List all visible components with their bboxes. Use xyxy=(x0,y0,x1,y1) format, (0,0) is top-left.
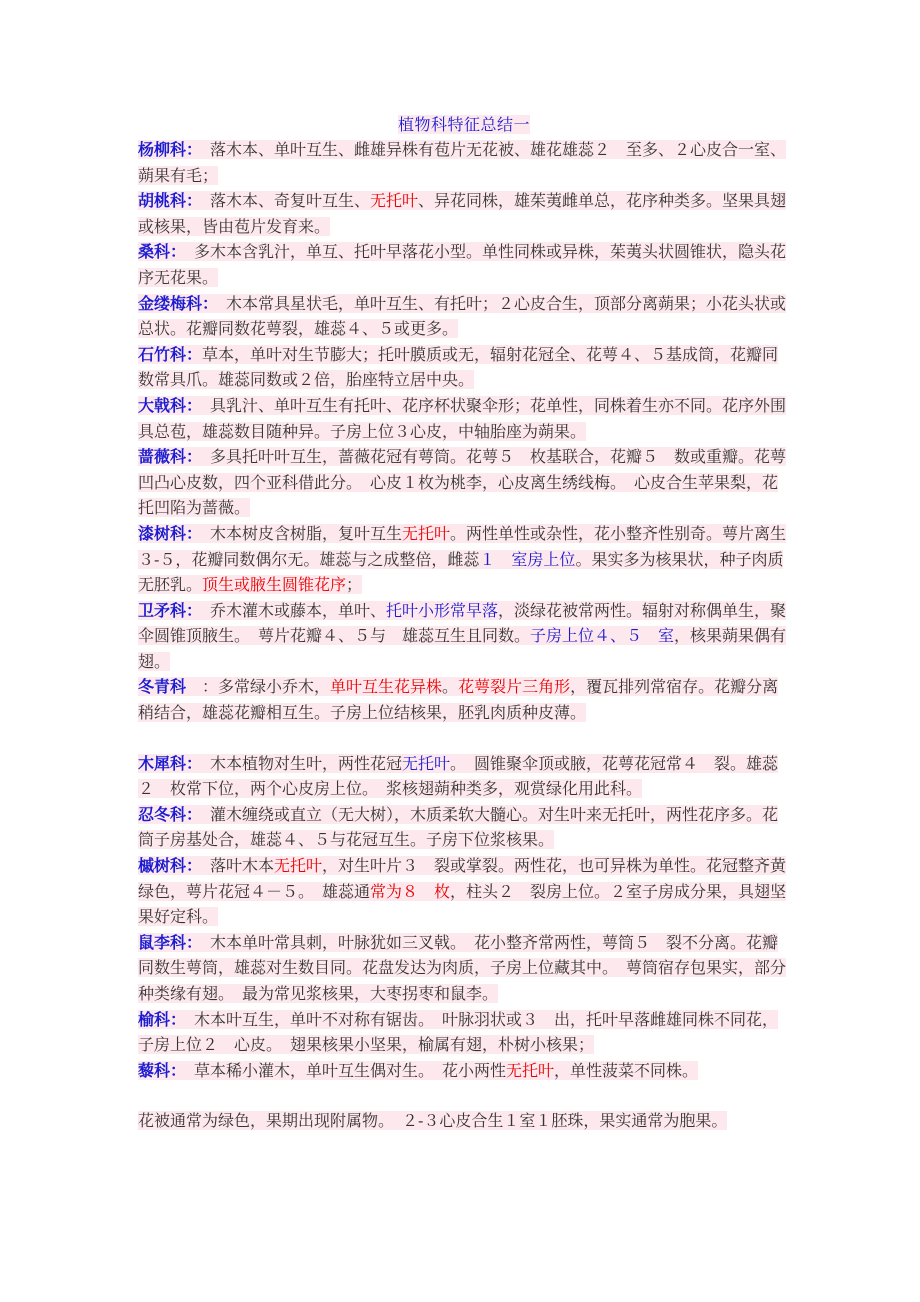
description-text: 草本稀小灌木，单叶互生偶对生。 花小两性 xyxy=(178,1060,507,1080)
family-entry xyxy=(138,802,790,853)
description-text: 。 圆锥聚伞顶或腋，花萼花冠常４ 裂。雄蕊２ 枚常下位，两个心皮房上位。 浆核翅蒴种类多，观赏绿化用此科。 xyxy=(138,753,779,799)
family-entry xyxy=(138,137,790,188)
family-name: 卫矛科： xyxy=(138,600,195,620)
highlighted-text: 托叶小形常早落 xyxy=(386,600,499,620)
family-entry xyxy=(138,751,790,802)
highlighted-text: 常为８ 枚 xyxy=(370,881,451,901)
description-text: 。 xyxy=(442,677,459,697)
highlighted-text: 花萼裂片三角形 xyxy=(458,677,571,697)
description-text: 。果实多为核果状，种子肉质无胚乳。 xyxy=(138,549,784,595)
family-entry xyxy=(138,239,790,290)
description-text: ； xyxy=(346,575,363,595)
family-name: 鼠李科： xyxy=(138,932,195,952)
description-text: 多具托叶叶互生，蔷薇花冠有萼筒。花萼５ 枚基联合，花瓣５ 数或重瓣。花萼凹凸心皮数，四个亚科借此分。 心皮１枚为桃李，心皮离生绣线梅。 心皮合生苹果梨，花托凹陷为蔷薇。 xyxy=(138,447,787,518)
description-text: 草本，单叶对生节膨大；托叶膜质或无，辐射花冠全、花萼４、５基成筒，花瓣同数常具爪。雄蕊同数或２倍，胎座特立居中央。 xyxy=(138,344,779,390)
family-name: 石竹科： xyxy=(138,344,203,364)
description-text: ，柱头２ 裂房上位。２室子房成分果，具翅坚果好定科。 xyxy=(138,881,787,927)
family-entry xyxy=(138,853,790,930)
family-entry xyxy=(138,342,790,393)
family-name: 杨柳科： xyxy=(138,140,195,159)
family-entry xyxy=(138,393,790,444)
family-entry xyxy=(138,1108,790,1134)
description-text: 多木本含乳汁，单互、托叶早落花小型。单性同株或异株，茱荑头状圆锥状，隐头花序无花果。 xyxy=(138,242,787,287)
highlighted-text: 无托叶 xyxy=(370,191,419,211)
highlighted-text: 无托叶 xyxy=(506,1060,555,1080)
blank-line xyxy=(138,726,790,751)
description-text: 落木本、奇复叶互生、 xyxy=(194,191,371,211)
family-entry xyxy=(138,598,790,675)
highlighted-text: 无托叶 xyxy=(402,523,451,543)
description-text: 灌木缠绕或直立（无大树），木质柔软大髓心。对生叶来无托叶，两性花序多。花筒子房基处合，雄蕊４、５与花冠互生。子房下位浆核果。 xyxy=(138,804,779,850)
family-entry xyxy=(138,188,790,239)
description-text: 乔木灌木或藤本，单叶、 xyxy=(194,600,387,620)
description-text: 落木本、单叶互生、雌雄异株有苞片无花被、雄花雄蕊２ 至多、２心皮合一室、蒴果有毛； xyxy=(138,140,787,185)
highlighted-text: １ 室房上位 xyxy=(479,549,576,569)
highlighted-text: 单叶互生花异株 xyxy=(330,677,443,697)
family-name: 忍冬科： xyxy=(138,804,195,824)
family-name: 桑科： xyxy=(138,242,179,262)
description-text: ，核果蒴果偶有翅。 xyxy=(138,626,787,671)
description-text: ，对生叶片３ 裂或掌裂。两性花，也可异株为单性。花冠整齐黄绿色，萼片花冠４－５。 雄蕊通 xyxy=(138,856,787,901)
family-name: 冬青科 xyxy=(138,677,203,697)
description-text: 。两性单性或杂性，花小整齐性别奇。萼片离生３-５，花瓣同数偶尔无。雄蕊与之成整倍，雌蕊 xyxy=(138,523,787,569)
page-title: 植物科特征总结一 xyxy=(397,115,530,134)
family-name: 胡桃科： xyxy=(138,191,195,211)
family-name: 漆树科： xyxy=(138,523,195,543)
highlighted-text: 子房上位４、５ 室 xyxy=(530,626,675,646)
description-text: 木本常具星状毛，单叶互生、有托叶；２心皮合生，顶部分离蒴果；小花头状或总状。花瓣同数花萼裂，雄蕊４、５或更多。 xyxy=(138,293,787,339)
family-entry xyxy=(138,1007,790,1058)
description-text: ：多常绿小乔木， xyxy=(202,677,331,697)
description-text: ，单性菠菜不同株。 xyxy=(554,1060,699,1080)
entry-list xyxy=(138,137,790,1134)
description-text: 落叶木本 xyxy=(194,856,275,876)
family-entry xyxy=(138,674,790,725)
document xyxy=(138,114,790,1134)
description-text: 、异花同株，雄茱荑雌单总，花序种类多。坚果具翅或核果，皆由苞片发育来。 xyxy=(138,191,787,236)
family-name: 金缕梅科： xyxy=(138,293,211,313)
highlighted-text: 顶生或腋生圆锥花序 xyxy=(202,575,347,595)
family-entry xyxy=(138,291,790,342)
family-name: 榆科： xyxy=(138,1009,179,1029)
description-text: 花被通常为绿色，果期出现附属物。 ２-３心皮合生１室１胚珠，果实通常为胞果。 xyxy=(138,1111,728,1131)
family-entry xyxy=(138,930,790,1007)
family-name: 藜科： xyxy=(138,1060,179,1080)
family-name: 大戟科： xyxy=(138,395,195,415)
family-entry xyxy=(138,521,790,598)
family-name: 木犀科： xyxy=(138,753,195,773)
highlighted-text: 无托叶 xyxy=(402,753,451,773)
family-entry xyxy=(138,1058,790,1084)
description-text: 木本植物对生叶，两性花冠 xyxy=(194,753,403,773)
description-text: 木本树皮含树脂，复叶互生 xyxy=(194,523,403,543)
family-name: 槭树科： xyxy=(138,856,195,876)
highlighted-text: 无托叶 xyxy=(274,856,323,876)
family-entry xyxy=(138,444,790,521)
description-text: 木本叶互生，单叶不对称有锯齿。 叶脉羽状或３ 出，托叶早落雌雄同株不同花，子房上位２ 心皮。 翅果核果小坚果，榆属有翅，朴树小核果； xyxy=(138,1009,779,1055)
description-text: ，覆瓦排列常宿存。花瓣分离稍结合，雄蕊花瓣相互生。子房上位结核果，胚乳肉质种皮薄。 xyxy=(138,677,779,723)
family-name: 蔷薇科： xyxy=(138,447,195,467)
description-text: ，淡绿花被常两性。辐射对称偶单生，聚伞圆锥顶腋生。 萼片花瓣４、５与 雄蕊互生且同数。 xyxy=(138,600,787,646)
description-text: 木本单叶常具刺，叶脉犹如三叉戟。 花小整齐常两性，萼筒５ 裂不分离。花瓣同数生萼筒，雄蕊对生数目同。花盘发达为肉质，子房上位藏其中。 萼筒宿存包果实，部分种类缘有翅。 最为常见浆核果，大枣拐枣和鼠李。 xyxy=(138,932,787,1003)
blank-line xyxy=(138,1083,790,1108)
description-text: 具乳汁、单叶互生有托叶、花序杯状聚伞形；花单性，同株着生亦不同。花序外围具总苞，雄蕊数目随种异。子房上位３心皮，中轴胎座为蒴果。 xyxy=(138,395,787,441)
